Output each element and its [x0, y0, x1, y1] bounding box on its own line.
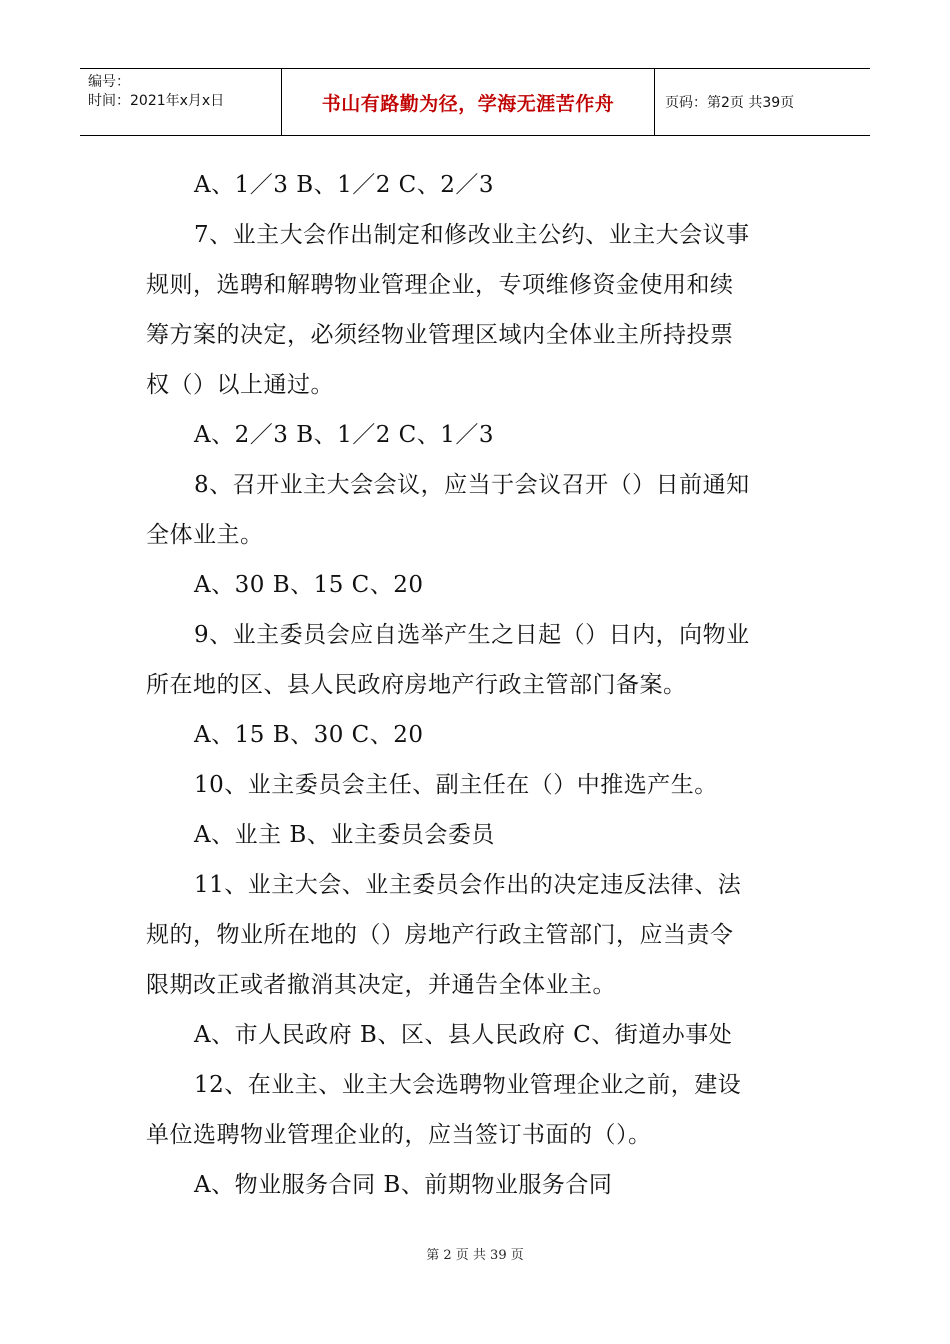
- page-footer: 第 2 页 共 39 页: [426, 1248, 524, 1263]
- header-meta: [80, 69, 282, 135]
- text-line: 全体业主。: [146, 522, 264, 548]
- text-line: A、2／3 B、1／2 C、1／3: [194, 422, 495, 448]
- text-line: A、1／3 B、1／2 C、2／3: [194, 172, 495, 198]
- text-line: A、物业服务合同 B、前期物业服务合同: [194, 1172, 613, 1198]
- text-line: 12、在业主、业主大会选聘物业管理企业之前，建设: [194, 1072, 742, 1098]
- document-header: [80, 68, 870, 136]
- text-line: 规则，选聘和解聘物业管理企业，专项维修资金使用和续: [146, 272, 734, 298]
- header-motto: 书山有路勤为径，学海无涯苦作舟: [282, 69, 655, 135]
- text-line: 9、业主委员会应自选举产生之日起（）日内，向物业: [194, 622, 750, 648]
- text-line: 7、业主大会作出制定和修改业主公约、业主大会议事: [194, 222, 750, 248]
- text-line: A、30 B、15 C、20: [194, 572, 424, 598]
- header-page-info: 页码：第2页 共39页: [665, 95, 795, 111]
- text-line: 单位选聘物业管理企业的，应当签订书面的（）。: [146, 1122, 652, 1148]
- text-line: 所在地的区、县人民政府房地产行政主管部门备案。: [146, 672, 687, 698]
- text-line: 权（）以上通过。: [146, 372, 334, 398]
- text-line: 10、业主委员会主任、副主任在（）中推选产生。: [194, 772, 718, 798]
- document-number-label: 编号：: [88, 74, 130, 90]
- text-line: A、业主 B、业主委员会委员: [194, 822, 495, 848]
- document-body: [146, 160, 806, 1210]
- document-time-label: 时间：2021年x月x日: [88, 93, 225, 109]
- text-line: A、市人民政府 B、区、县人民政府 C、街道办事处: [194, 1022, 733, 1048]
- text-line: 规的，物业所在地的（）房地产行政主管部门，应当责令: [146, 922, 734, 948]
- text-line: 筹方案的决定，必须经物业管理区域内全体业主所持投票: [146, 322, 734, 348]
- text-line: A、15 B、30 C、20: [194, 722, 424, 748]
- text-line: 8、召开业主大会会议，应当于会议召开（）日前通知: [194, 472, 750, 498]
- text-line: 限期改正或者撤消其决定，并通告全体业主。: [146, 972, 616, 998]
- text-line: 11、业主大会、业主委员会作出的决定违反法律、法: [194, 872, 742, 898]
